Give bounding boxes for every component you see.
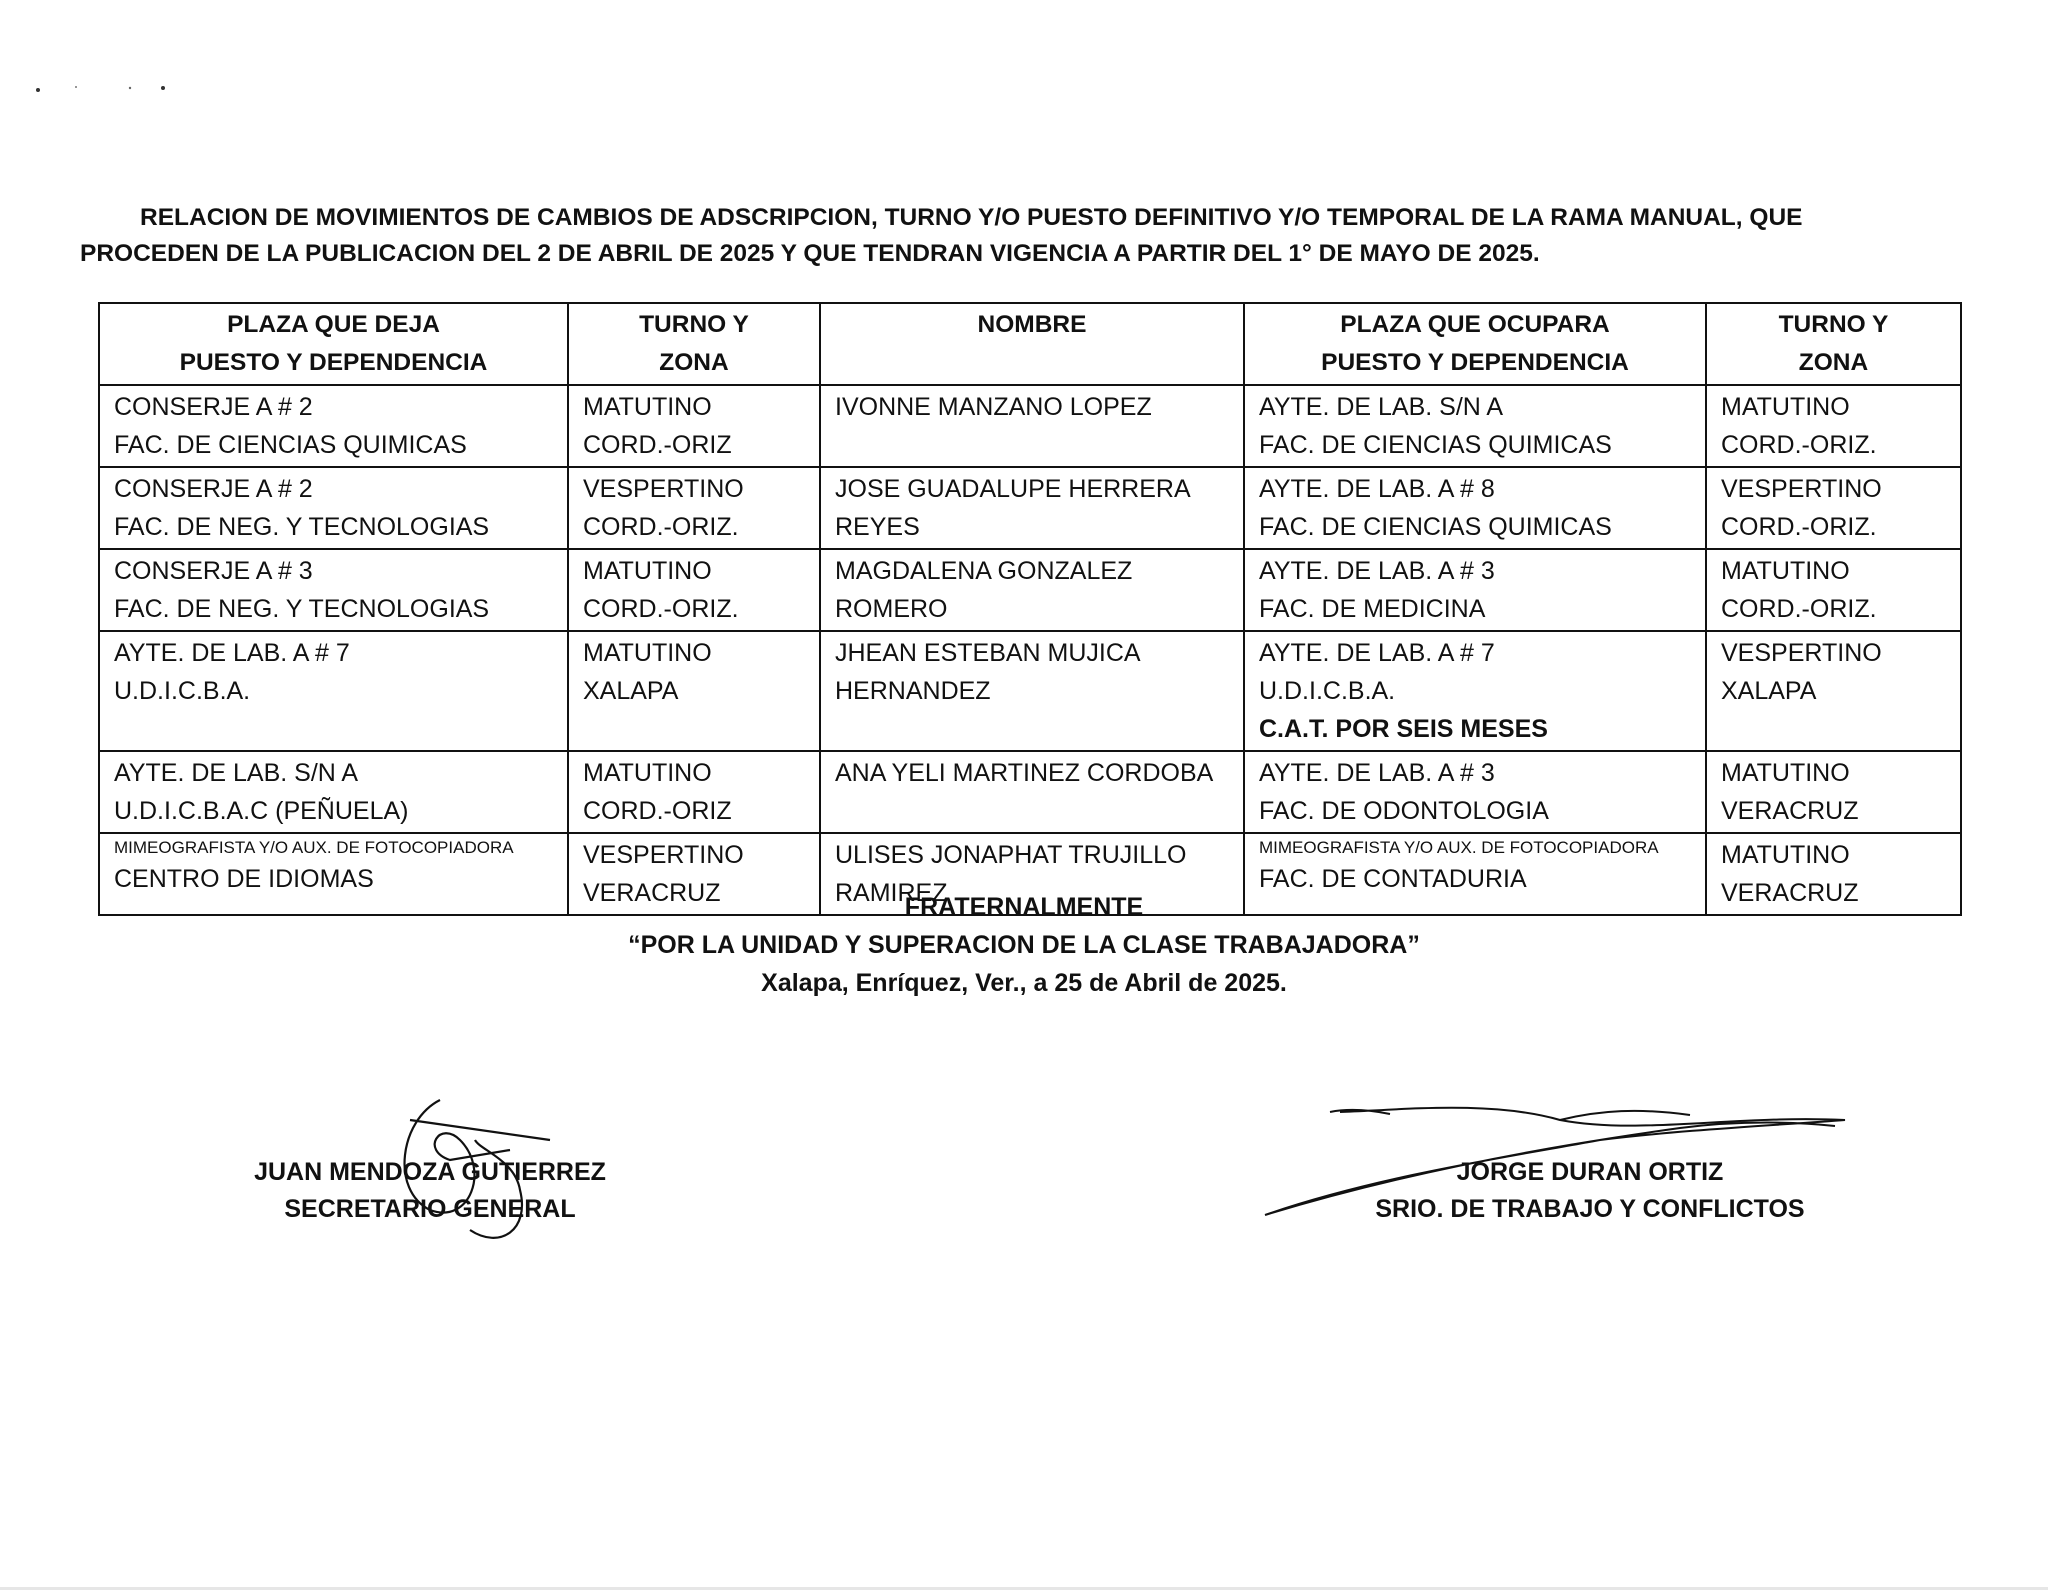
table-row [99, 467, 1961, 549]
header-plaza-deja: PLAZA QUE DEJA PUESTO Y DEPENDENCIA [99, 303, 568, 385]
cell-plaza-deja: MIMEOGRAFISTA Y/O AUX. DE FOTOCOPIADORA CENTRO DE IDIOMAS [99, 833, 568, 915]
cell-turno-zona: VESPERTINO VERACRUZ [568, 833, 820, 915]
cell-turno-zona-destino: VESPERTINO CORD.-ORIZ. [1706, 467, 1961, 549]
cell-plaza-deja: CONSERJE A # 3 FAC. DE NEG. Y TECNOLOGIAS [99, 549, 568, 631]
header-turno-zona-1: TURNO Y ZONA [568, 303, 820, 385]
header-nombre: NOMBRE [820, 303, 1244, 385]
signature-block-left [230, 1154, 630, 1228]
place-date: Xalapa, Enríquez, Ver., a 25 de Abril de 2025. [761, 969, 1287, 997]
cell-turno-zona-destino: VESPERTINO XALAPA [1706, 631, 1961, 751]
heading-line-2: PROCEDEN DE LA PUBLICACION DEL 2 DE ABRIL DE 2025 Y QUE TENDRAN VIGENCIA A PARTIR DEL 1° DE MAYO DE 2025. [80, 240, 1540, 267]
motto: “POR LA UNIDAD Y SUPERACION DE LA CLASE TRABAJADORA” [628, 931, 1420, 959]
header-plaza-ocupara: PLAZA QUE OCUPARA PUESTO Y DEPENDENCIA [1244, 303, 1706, 385]
cell-turno-zona: MATUTINO CORD.-ORIZ. [568, 549, 820, 631]
cell-turno-zona-destino: MATUTINO CORD.-ORIZ. [1706, 549, 1961, 631]
header-turno-zona-2: TURNO Y ZONA [1706, 303, 1961, 385]
signature-block-right [1370, 1154, 1810, 1228]
table-header-row [99, 303, 1961, 385]
cell-plaza-deja: AYTE. DE LAB. S/N A U.D.I.C.B.A.C (PEÑUELA) [99, 751, 568, 833]
salutation: FRATERNALMENTE [904, 893, 1144, 921]
table-row [99, 631, 1961, 751]
cell-turno-zona: MATUTINO XALAPA [568, 631, 820, 751]
cell-nombre: JHEAN ESTEBAN MUJICA HERNANDEZ [820, 631, 1244, 751]
cell-plaza-ocupara: AYTE. DE LAB. S/N A FAC. DE CIENCIAS QUIMICAS [1244, 385, 1706, 467]
cell-plaza-deja: CONSERJE A # 2 FAC. DE CIENCIAS QUIMICAS [99, 385, 568, 467]
cell-turno-zona-destino: MATUTINO CORD.-ORIZ. [1706, 385, 1961, 467]
table-row [99, 385, 1961, 467]
temporary-note: C.A.T. POR SEIS MESES [1259, 715, 1548, 743]
cell-turno-zona: VESPERTINO CORD.-ORIZ. [568, 467, 820, 549]
signer-title: SRIO. DE TRABAJO Y CONFLICTOS [1375, 1195, 1805, 1223]
cell-plaza-deja: CONSERJE A # 2 FAC. DE NEG. Y TECNOLOGIAS [99, 467, 568, 549]
cell-turno-zona-destino: MATUTINO VERACRUZ [1706, 833, 1961, 915]
table-row [99, 549, 1961, 631]
scan-specks [30, 80, 180, 100]
cell-nombre: MAGDALENA GONZALEZ ROMERO [820, 549, 1244, 631]
closing-block [0, 888, 2048, 1002]
cell-turno-zona-destino: MATUTINO VERACRUZ [1706, 751, 1961, 833]
cell-plaza-ocupara: AYTE. DE LAB. A # 3 FAC. DE ODONTOLOGIA [1244, 751, 1706, 833]
heading-line-1: RELACION DE MOVIMIENTOS DE CAMBIOS DE ADSCRIPCION, TURNO Y/O PUESTO DEFINITIVO Y/O TEMPORAL DE LA RAMA MANUAL, QUE [140, 204, 1803, 231]
cell-nombre: IVONNE MANZANO LOPEZ [820, 385, 1244, 467]
cell-turno-zona: MATUTINO CORD.-ORIZ [568, 385, 820, 467]
cell-plaza-ocupara: AYTE. DE LAB. A # 3 FAC. DE MEDICINA [1244, 549, 1706, 631]
movements-table [98, 302, 1962, 916]
cell-nombre: JOSE GUADALUPE HERRERA REYES [820, 467, 1244, 549]
cell-plaza-ocupara: AYTE. DE LAB. A # 8 FAC. DE CIENCIAS QUIMICAS [1244, 467, 1706, 549]
cell-nombre: ANA YELI MARTINEZ CORDOBA [820, 751, 1244, 833]
table-row [99, 751, 1961, 833]
signer-name: JORGE DURAN ORTIZ [1456, 1158, 1724, 1186]
cell-nombre: ULISES JONAPHAT TRUJILLO RAMIREZ [820, 833, 1244, 915]
cell-plaza-deja: AYTE. DE LAB. A # 7 U.D.I.C.B.A. [99, 631, 568, 751]
signer-title: SECRETARIO GENERAL [284, 1195, 576, 1223]
cell-plaza-ocupara: MIMEOGRAFISTA Y/O AUX. DE FOTOCOPIADORA FAC. DE CONTADURIA [1244, 833, 1706, 915]
cell-plaza-ocupara: AYTE. DE LAB. A # 7 U.D.I.C.B.A. C.A.T. POR SEIS MESES [1244, 631, 1706, 751]
cell-turno-zona: MATUTINO CORD.-ORIZ [568, 751, 820, 833]
document-heading [80, 200, 1960, 272]
signer-name: JUAN MENDOZA GUTIERREZ [254, 1158, 606, 1186]
